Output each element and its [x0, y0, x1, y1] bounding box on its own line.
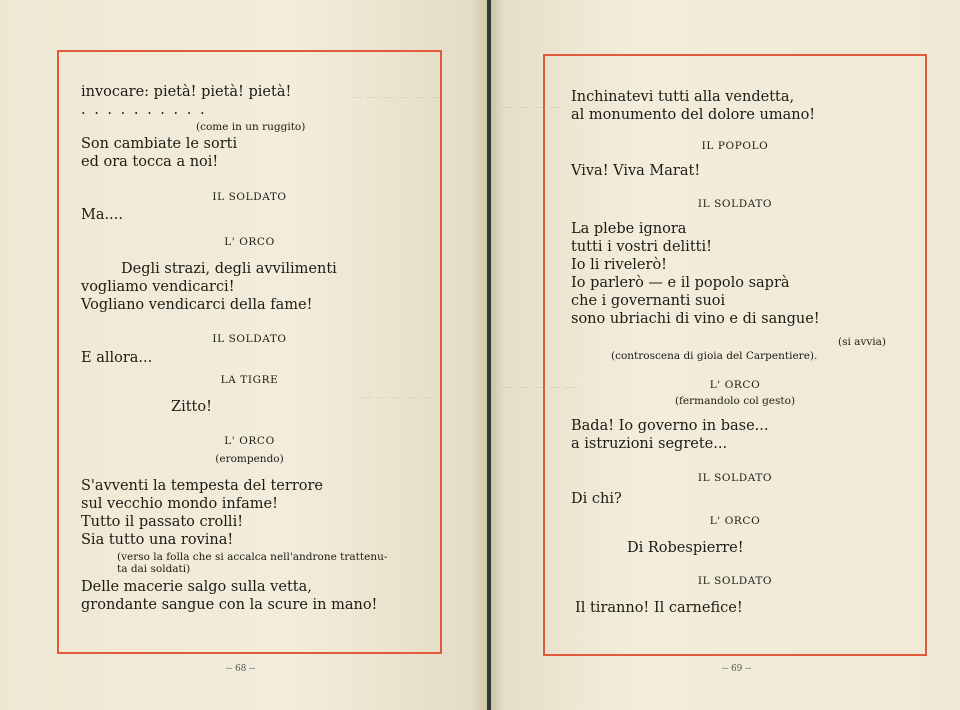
show-through: — — — —: [501, 100, 561, 114]
verse-line: Zitto!: [171, 399, 212, 415]
verse-line: S'avventi la tempesta del terrore: [81, 478, 323, 494]
speaker-name: IL POPOLO: [701, 140, 769, 152]
stage-direction: (si avvia): [838, 336, 887, 348]
page-number: -- 69 --: [722, 664, 752, 674]
speaker-name: L' ORCO: [709, 379, 761, 391]
verse-line: grondante sangue con la scure in mano!: [81, 597, 378, 613]
verse-line: invocare: pietà! pietà! pietà!: [81, 84, 292, 100]
verse-line: Di chi?: [571, 491, 622, 507]
verse-line: E allora...: [81, 350, 153, 366]
verse-line: Viva! Viva Marat!: [571, 163, 701, 179]
speaker-name: LA TIGRE: [220, 374, 279, 386]
stage-direction: (verso la folla che si accalca nell'androne trattenu-: [117, 551, 388, 563]
right-page: [491, 0, 960, 710]
verse-line: che i governanti suoi: [571, 293, 726, 309]
show-through: — — — — — —: [350, 90, 442, 104]
speaker-name: IL SOLDATO: [212, 191, 287, 203]
page-number: -- 68 --: [226, 664, 256, 674]
verse-line: Ma....: [81, 207, 123, 223]
verse-line: a istruzioni segrete...: [571, 436, 728, 452]
speaker-name: L' ORCO: [709, 515, 761, 527]
verse-line: vogliamo vendicarci!: [81, 279, 235, 295]
verse-line: Io li rivelerò!: [571, 257, 667, 273]
verse-line: ed ora tocca a noi!: [81, 154, 219, 170]
stage-direction: ta dai soldati): [117, 563, 191, 575]
verse-line: sul vecchio mondo infame!: [81, 496, 278, 512]
verse-line: sono ubriachi di vino e di sangue!: [571, 311, 820, 327]
stage-direction: (controscena di gioia del Carpentiere).: [611, 350, 818, 362]
verse-line: Il tiranno! Il carnefice!: [575, 600, 743, 616]
speaker-name: IL SOLDATO: [697, 575, 773, 587]
speaker-name: IL SOLDATO: [212, 333, 287, 345]
stage-direction: (erompendo): [215, 453, 284, 465]
show-through: — — — — —: [360, 390, 436, 404]
stage-direction: (come in un ruggito): [196, 121, 306, 133]
verse-line: Tutto il passato crolli!: [81, 514, 244, 530]
verse-line: Inchinatevi tutti alla vendetta,: [571, 89, 795, 105]
verse-line: Vogliano vendicarci della fame!: [81, 297, 313, 313]
verse-line: Di Robespierre!: [627, 540, 744, 556]
verse-line: Bada! Io governo in base...: [571, 418, 769, 434]
verse-line: La plebe ignora: [571, 221, 687, 237]
verse-line: Delle macerie salgo sulla vetta,: [81, 579, 312, 595]
page-frame: [543, 54, 927, 656]
stage-direction: (fermandolo col gesto): [674, 395, 796, 407]
verse-line: tutti i vostri delitti!: [571, 239, 712, 255]
page-frame: [57, 50, 442, 654]
speaker-name: IL SOLDATO: [697, 198, 773, 210]
verse-line: al monumento del dolore umano!: [571, 107, 816, 123]
verse-line: Degli strazi, degli avvilimenti: [121, 261, 337, 277]
verse-line: Io parlerò — e il popolo saprà: [571, 275, 790, 291]
speaker-name: IL SOLDATO: [697, 472, 773, 484]
speaker-name: L' ORCO: [224, 435, 275, 447]
ellipsis-line: . . . . . . . . . .: [81, 102, 207, 118]
verse-line: Son cambiate le sorti: [81, 136, 238, 152]
show-through: — — — — —: [501, 380, 577, 394]
speaker-name: L' ORCO: [224, 236, 275, 248]
verse-line: Sia tutto una rovina!: [81, 532, 234, 548]
